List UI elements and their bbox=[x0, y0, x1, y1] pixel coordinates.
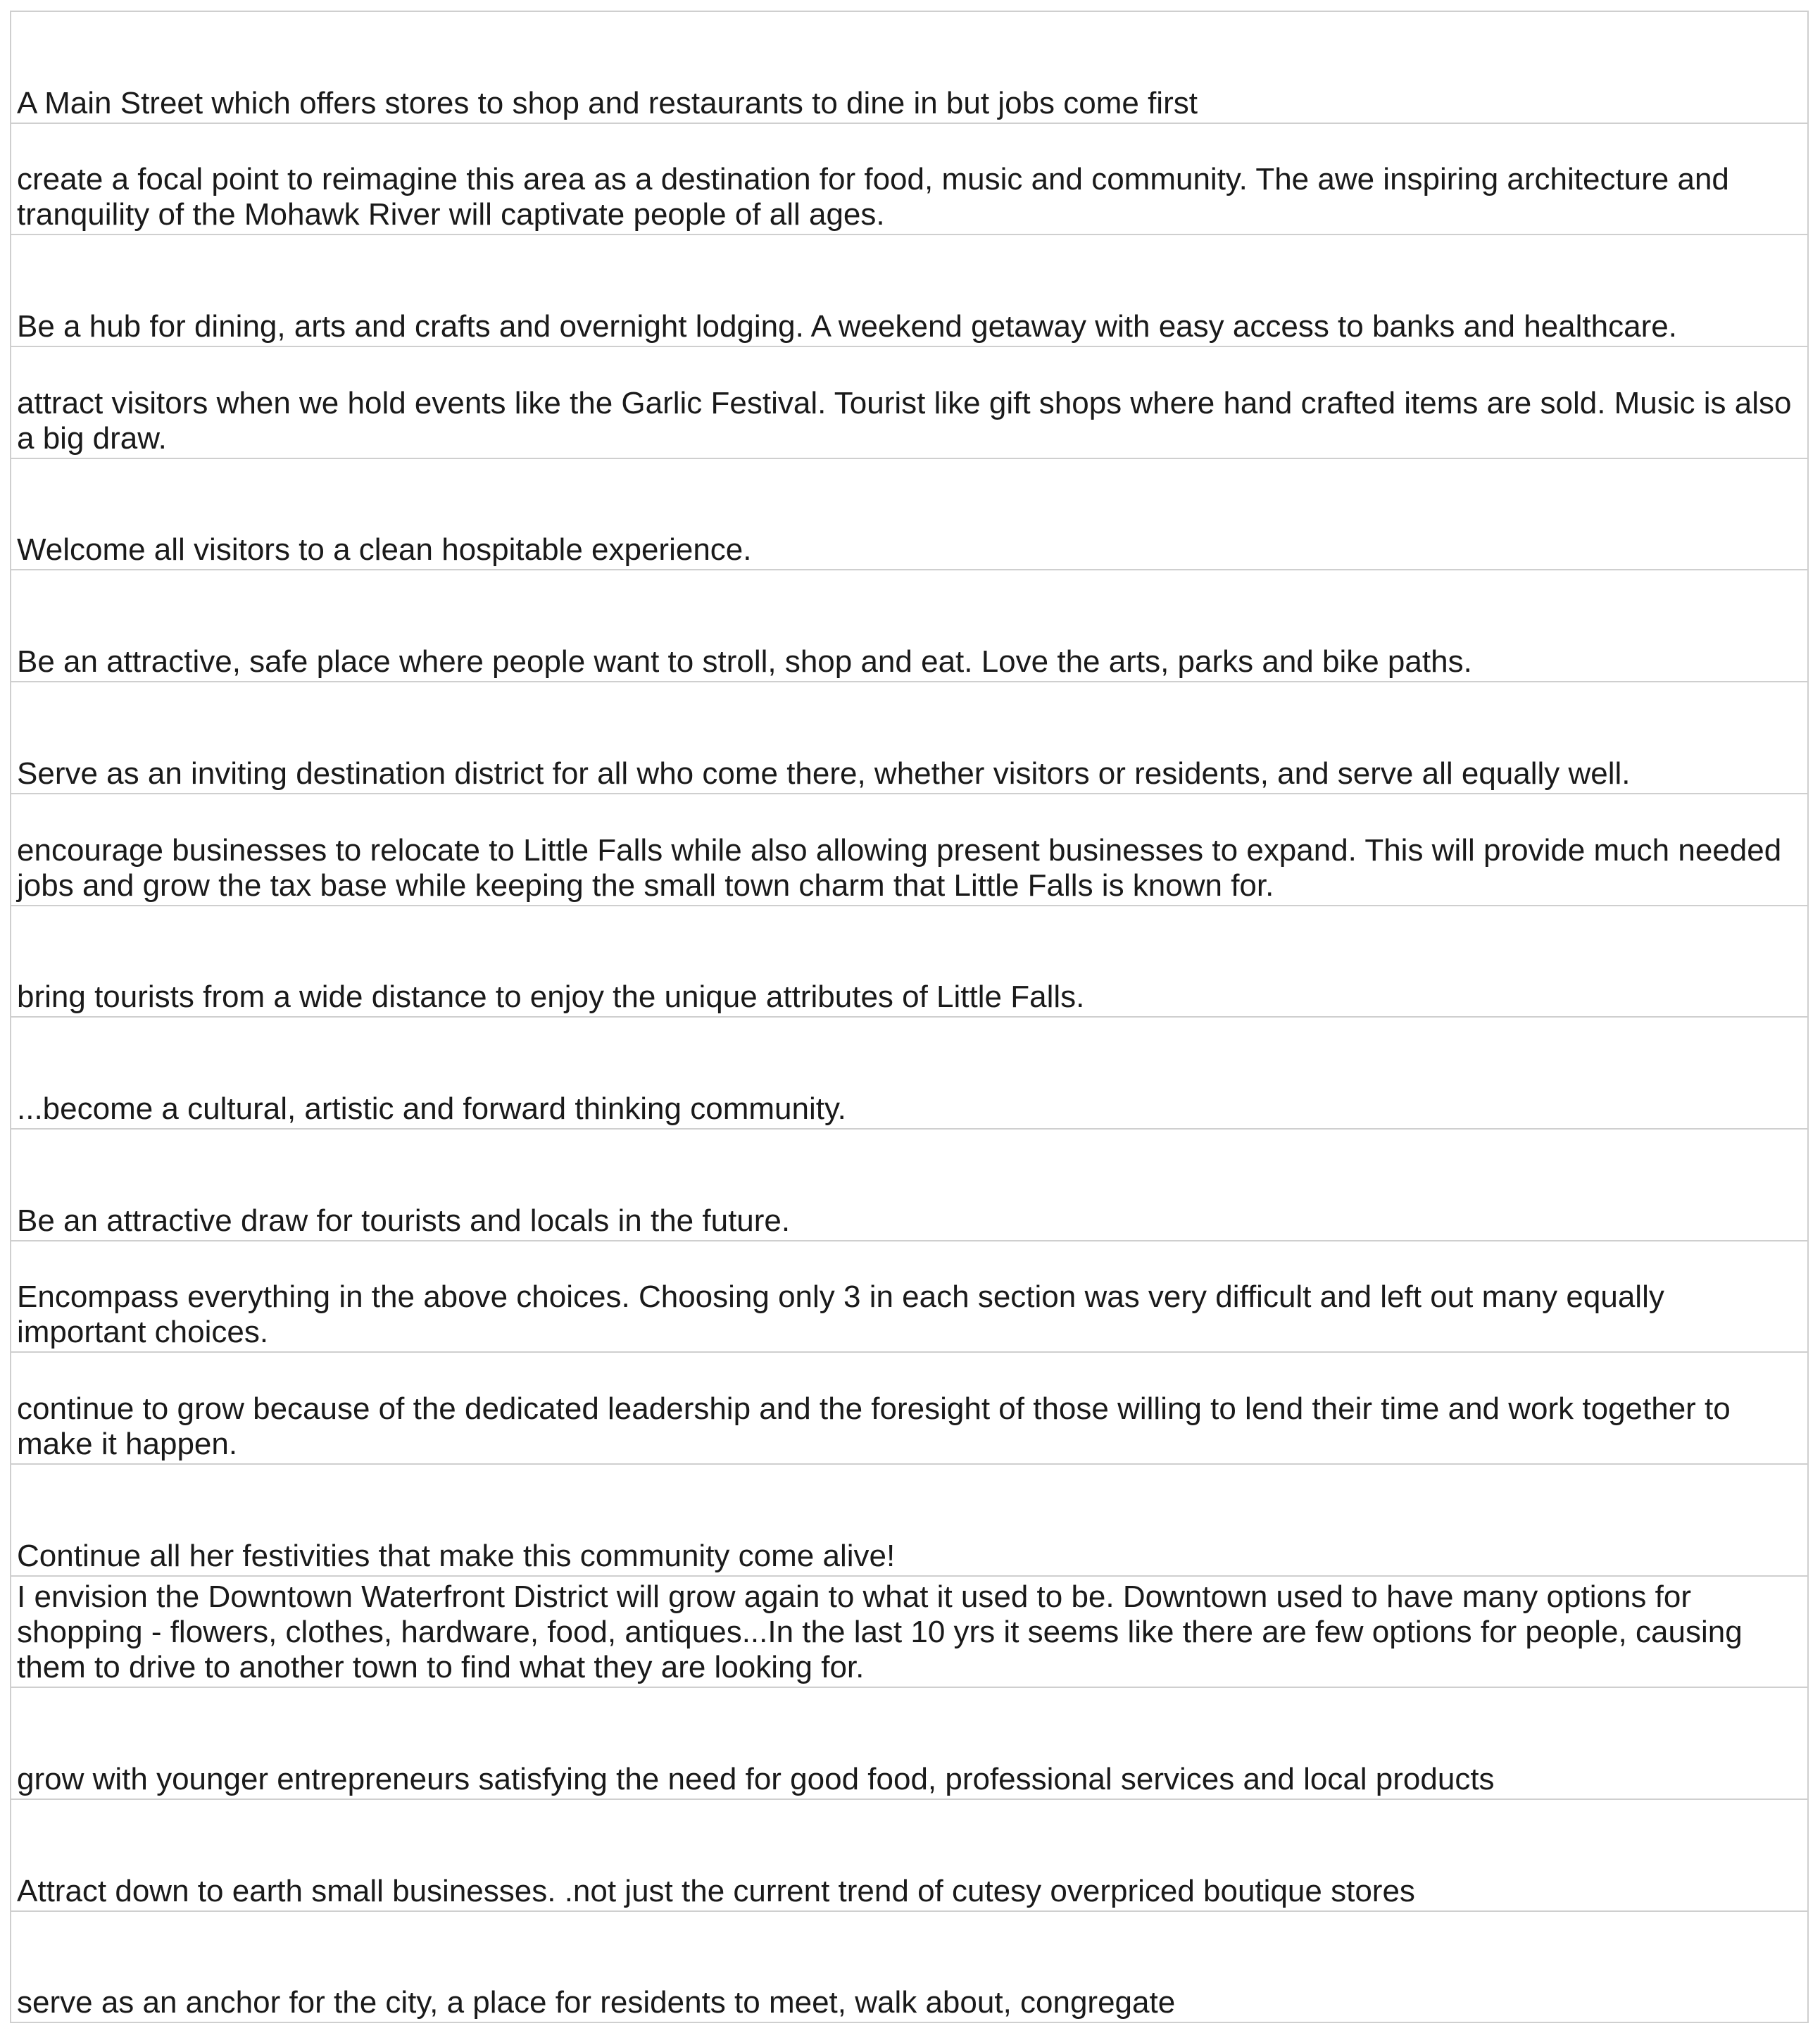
response-cell: I envision the Downtown Waterfront District will grow again to what it used to be. Downtown used to have many options for shopping - flowers, clothes, hardware, food, antiques...In the last 10 yrs it seems like there are few options for people, causing them to drive to another town to find what they are looking for. bbox=[17, 1580, 1743, 1685]
response-cell: Attract down to earth small businesses. .not just the current trend of cutesy overpriced boutique stores bbox=[17, 1873, 1415, 1908]
table-row[interactable] bbox=[11, 682, 1807, 794]
table-row[interactable] bbox=[11, 1018, 1807, 1130]
response-cell: Encompass everything in the above choices. Choosing only 3 in each section was very difficult and left out many equally important choices. bbox=[17, 1280, 1664, 1350]
response-cell: serve as an anchor for the city, a place for residents to meet, walk about, congregate bbox=[17, 1985, 1176, 2020]
response-cell: attract visitors when we hold events like the Garlic Festival. Tourist like gift shops where hand crafted items are sold. Music is also a big draw. bbox=[17, 385, 1792, 456]
table-row[interactable] bbox=[11, 570, 1807, 682]
response-cell: create a focal point to reimagine this area as a destination for food, music and community. The awe inspiring architecture and tranquility of the Mohawk River will captivate people of all ages. bbox=[17, 162, 1729, 232]
table-row[interactable] bbox=[11, 1688, 1807, 1800]
response-cell: Continue all her festivities that make this community come alive! bbox=[17, 1538, 896, 1573]
table-row[interactable] bbox=[11, 1912, 1807, 2024]
response-cell: ...become a cultural, artistic and forward thinking community. bbox=[17, 1091, 846, 1126]
table-row[interactable] bbox=[11, 12, 1807, 124]
response-cell: continue to grow because of the dedicated leadership and the foresight of those willing to lend their time and work together to make it happen. bbox=[17, 1391, 1731, 1461]
response-cell: Welcome all visitors to a clean hospitable experience. bbox=[17, 532, 752, 568]
table-row[interactable] bbox=[11, 794, 1807, 906]
response-table bbox=[10, 11, 1809, 2023]
response-cell: grow with younger entrepreneurs satisfying the need for good food, professional services and local products bbox=[17, 1762, 1495, 1796]
table-row[interactable] bbox=[11, 1353, 1807, 1465]
table-row[interactable] bbox=[11, 1130, 1807, 1241]
response-cell: Be an attractive, safe place where people want to stroll, shop and eat. Love the arts, parks and bike paths. bbox=[17, 644, 1472, 680]
table-row[interactable] bbox=[11, 347, 1807, 459]
response-cell: encourage businesses to relocate to Little Falls while also allowing present businesses to expand. This will provide much needed jobs and grow the tax base while keeping the small town charm that Little Falls is known for. bbox=[17, 832, 1782, 903]
response-cell: Be a hub for dining, arts and crafts and overnight lodging. A weekend getaway with easy access to banks and healthcare. bbox=[17, 309, 1677, 344]
response-cell: Serve as an inviting destination district for all who come there, whether visitors or residents, and serve all equally well. bbox=[17, 756, 1631, 791]
response-cell: Be an attractive draw for tourists and locals in the future. bbox=[17, 1203, 791, 1238]
table-row[interactable] bbox=[11, 235, 1807, 347]
response-cell: bring tourists from a wide distance to enjoy the unique attributes of Little Falls. bbox=[17, 980, 1085, 1015]
response-cell: A Main Street which offers stores to shop and restaurants to dine in but jobs come first bbox=[17, 85, 1198, 120]
table-row[interactable] bbox=[11, 906, 1807, 1018]
table-row[interactable] bbox=[11, 1577, 1807, 1689]
table-row[interactable] bbox=[11, 1241, 1807, 1353]
table-row[interactable] bbox=[11, 1465, 1807, 1577]
table-row[interactable] bbox=[11, 1800, 1807, 1912]
table-row[interactable] bbox=[11, 459, 1807, 571]
table-row[interactable] bbox=[11, 124, 1807, 236]
